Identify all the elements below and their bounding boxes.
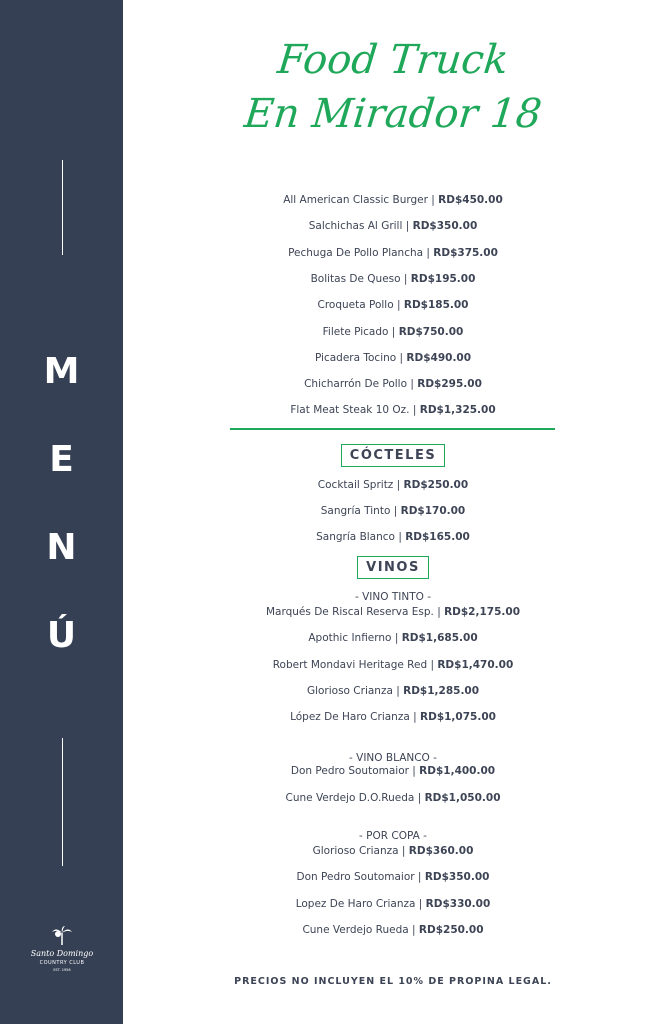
item-separator: | <box>408 923 419 936</box>
menu-item <box>123 764 663 778</box>
item-separator: | <box>396 351 407 364</box>
item-price: RD$165.00 <box>405 531 470 543</box>
palm-tree-icon <box>50 925 74 945</box>
item-name: Sangría Tinto <box>320 505 391 517</box>
item-price: RD$375.00 <box>433 246 498 259</box>
item-separator: | <box>414 871 425 884</box>
vino-tinto-label: - VINO TINTO - <box>354 591 432 603</box>
menu-item <box>123 897 663 911</box>
menu-item <box>123 710 663 724</box>
item-price: RD$1,325.00 <box>419 404 496 417</box>
menu-item <box>123 605 663 619</box>
sidebar-divider-bottom <box>62 738 63 866</box>
menu-letter: N <box>46 527 77 568</box>
menu-item <box>123 193 663 207</box>
logo-script-text: Santo Domingo <box>30 949 94 958</box>
item-name: Picadera Tocino <box>314 351 397 364</box>
item-name: López De Haro Crianza <box>290 711 410 724</box>
item-separator: | <box>417 792 425 804</box>
item-price: RD$360.00 <box>408 845 474 857</box>
item-separator: | <box>408 765 420 777</box>
item-separator: | <box>427 658 438 671</box>
menu-item <box>123 844 663 858</box>
vinos-heading <box>123 556 663 579</box>
menu-item <box>123 351 663 365</box>
item-name: Marqués De Riscal Reserva Esp. <box>265 606 434 618</box>
item-price: RD$170.00 <box>400 505 466 517</box>
menu-item <box>123 870 663 884</box>
item-name: Chicharrón De Pollo <box>304 378 408 391</box>
item-separator: | <box>415 897 426 910</box>
item-name: Robert Mondavi Heritage Red <box>272 658 428 671</box>
menu-item <box>123 403 663 417</box>
club-logo <box>20 925 104 972</box>
item-name: Bolitas De Queso <box>310 272 401 285</box>
item-separator: | <box>409 404 420 417</box>
menu-item <box>123 684 663 698</box>
item-name: Salchichas Al Grill <box>308 220 403 233</box>
item-price: RD$1,470.00 <box>437 658 514 671</box>
item-separator: | <box>433 606 445 618</box>
vino-blanco-label: - VINO BLANCO - <box>349 752 437 764</box>
item-price: RD$1,400.00 <box>419 765 496 777</box>
item-separator: | <box>392 684 404 697</box>
item-separator: | <box>394 531 406 543</box>
item-name: Pechuga De Pollo Plancha <box>288 246 424 259</box>
section-divider <box>230 428 555 430</box>
item-name: Lopez De Haro Crianza <box>295 897 416 910</box>
item-price: RD$450.00 <box>438 194 503 206</box>
footer-note: PRECIOS NO INCLUYEN EL 10% DE PROPINA LEGAL. <box>234 976 552 987</box>
item-price: RD$350.00 <box>424 871 490 884</box>
item-price: RD$750.00 <box>398 325 464 338</box>
menu-letter: Ú <box>46 615 77 656</box>
item-separator: | <box>398 845 409 857</box>
menu-content <box>123 0 663 1024</box>
item-price: RD$330.00 <box>425 897 491 910</box>
menu-vertical-title <box>0 350 123 702</box>
sidebar-divider-top <box>62 160 63 255</box>
item-name: All American Classic Burger <box>283 194 428 206</box>
item-price: RD$185.00 <box>403 299 469 312</box>
item-price: RD$1,685.00 <box>401 632 478 645</box>
menu-item <box>123 325 663 339</box>
item-price: RD$1,050.00 <box>424 792 501 804</box>
cocteles-heading <box>123 444 663 467</box>
item-price: RD$2,175.00 <box>444 606 520 618</box>
item-price: RD$1,075.00 <box>420 711 496 724</box>
item-price: RD$295.00 <box>417 378 482 391</box>
page-title-line2: En Mirador 18 <box>242 91 544 137</box>
item-separator: | <box>391 632 402 645</box>
por-copa-label: - POR COPA - <box>359 830 427 842</box>
menu-item <box>123 246 663 260</box>
item-name: Croqueta Pollo <box>317 299 394 312</box>
menu-item <box>123 478 663 492</box>
item-name: Glorioso Crianza <box>306 684 393 697</box>
menu-item <box>123 504 663 518</box>
menu-item <box>123 219 663 233</box>
item-separator: | <box>423 246 434 259</box>
item-name: Cocktail Spritz <box>317 479 394 491</box>
item-separator: | <box>390 505 401 517</box>
vinos-title: VINOS <box>357 556 429 579</box>
logo-est-text: EST. 1956 <box>53 968 71 972</box>
item-name: Sangría Blanco <box>316 531 395 543</box>
item-name: Filete Picado <box>322 325 389 338</box>
cocteles-title: CÓCTELES <box>341 444 445 467</box>
item-separator: | <box>393 299 404 312</box>
item-separator: | <box>400 272 411 285</box>
item-separator: | <box>407 378 418 391</box>
menu-letter: E <box>49 439 74 480</box>
item-name: Cune Verdejo Rueda <box>302 923 409 936</box>
sidebar <box>0 0 123 1024</box>
item-separator: | <box>427 194 439 206</box>
item-price: RD$195.00 <box>410 272 476 285</box>
logo-club-text: COUNTRY CLUB <box>39 960 85 966</box>
item-price: RD$250.00 <box>403 479 469 491</box>
menu-item <box>123 377 663 391</box>
item-separator: | <box>409 711 421 724</box>
item-price: RD$490.00 <box>406 351 472 364</box>
page-title-line1: Food Truck <box>275 37 511 83</box>
item-name: Don Pedro Soutomaior <box>296 871 415 884</box>
item-separator: | <box>393 479 404 491</box>
menu-item <box>123 631 663 645</box>
menu-item <box>123 298 663 312</box>
item-price: RD$250.00 <box>418 923 484 936</box>
item-separator: | <box>388 325 399 338</box>
item-name: Don Pedro Soutomaior <box>290 765 409 777</box>
menu-item <box>123 530 663 544</box>
menu-item <box>123 923 663 937</box>
item-name: Apothic Infierno <box>308 632 392 645</box>
item-name: Flat Meat Steak 10 Oz. <box>290 404 410 417</box>
menu-letter: M <box>43 351 80 392</box>
item-separator: | <box>402 220 413 233</box>
menu-item <box>123 658 663 672</box>
menu-item <box>123 272 663 286</box>
item-name: Glorioso Crianza <box>312 845 399 857</box>
item-price: RD$1,285.00 <box>403 684 480 697</box>
menu-item <box>123 791 663 805</box>
item-price: RD$350.00 <box>412 220 478 233</box>
item-name: Cune Verdejo D.O.Rueda <box>285 792 418 804</box>
